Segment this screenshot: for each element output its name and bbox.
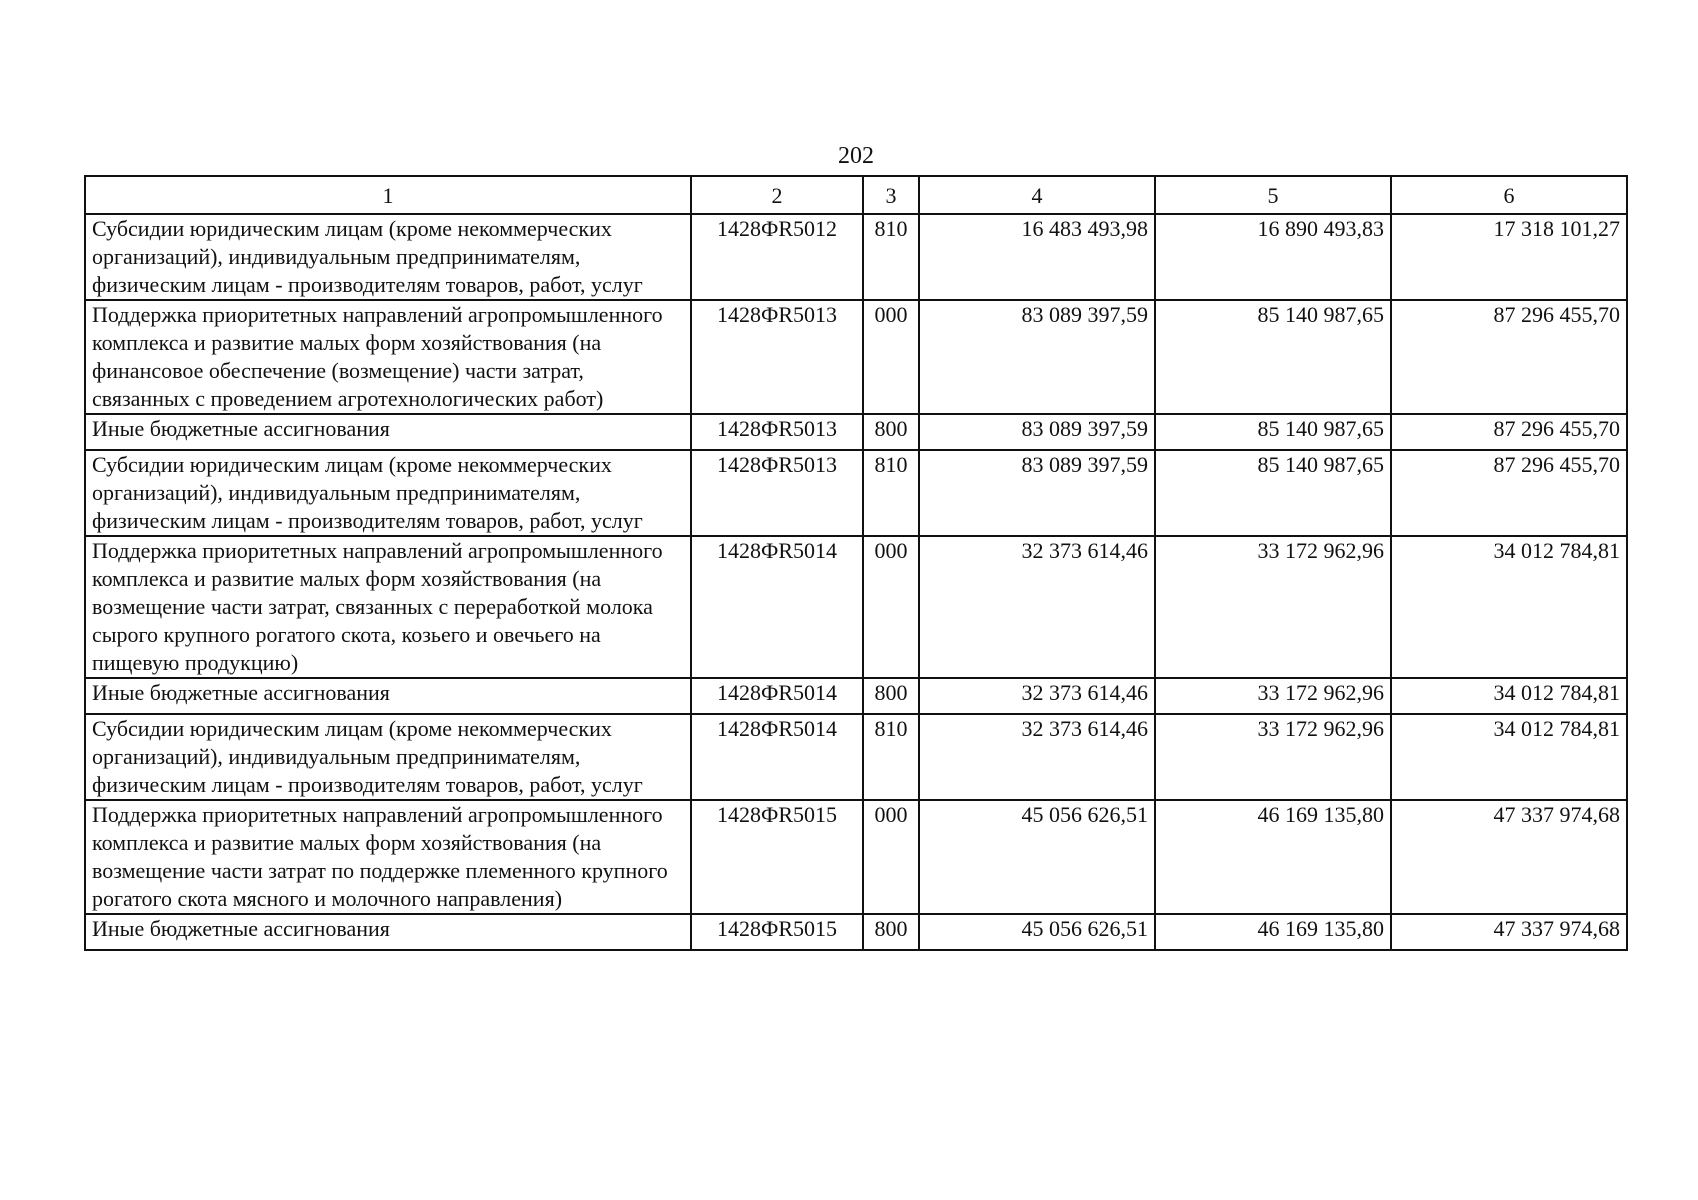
budget-table: [84, 175, 1628, 951]
row-name: Иные бюджетные ассигнования: [85, 414, 691, 450]
row-expense-type: 800: [863, 414, 919, 450]
header-col-1: 1: [85, 176, 691, 214]
table-row: [85, 450, 1627, 536]
row-name: Субсидии юридическим лицам (кроме некоммерческих организаций), индивидуальным предпринимателям, физическим лицам - производителям товаров, работ, услуг: [85, 714, 691, 800]
row-value-4: 32 373 614,46: [919, 714, 1155, 800]
row-expense-type: 800: [863, 914, 919, 950]
row-name: Поддержка приоритетных направлений агропромышленного комплекса и развитие малых форм хозяйствования (на возмещение части затрат по поддержке племенного крупного рогатого скота мясного и молочного направления): [85, 800, 691, 914]
page-number: 202: [838, 143, 874, 169]
row-value-4: 32 373 614,46: [919, 536, 1155, 678]
row-value-6: 87 296 455,70: [1391, 450, 1627, 536]
row-expense-type: 810: [863, 714, 919, 800]
row-code: 1428ФR5014: [691, 714, 863, 800]
header-col-2: 2: [691, 176, 863, 214]
row-name: Поддержка приоритетных направлений агропромышленного комплекса и развитие малых форм хозяйствования (на возмещение части затрат, связанных с переработкой молока сырого крупного рогатого скота, козьего и овечьего на пищевую продукцию): [85, 536, 691, 678]
row-value-6: 47 337 974,68: [1391, 914, 1627, 950]
row-code: 1428ФR5013: [691, 300, 863, 414]
row-code: 1428ФR5015: [691, 914, 863, 950]
row-value-5: 85 140 987,65: [1155, 450, 1391, 536]
row-value-5: 46 169 135,80: [1155, 800, 1391, 914]
table-row: [85, 914, 1627, 950]
row-value-6: 87 296 455,70: [1391, 300, 1627, 414]
row-expense-type: 800: [863, 678, 919, 714]
table-header-row: [85, 176, 1627, 214]
table-row: [85, 214, 1627, 300]
row-name: Поддержка приоритетных направлений агропромышленного комплекса и развитие малых форм хозяйствования (на финансовое обеспечение (возмещение) части затрат, связанных с проведением агротехнологических работ): [85, 300, 691, 414]
row-value-6: 34 012 784,81: [1391, 714, 1627, 800]
row-code: 1428ФR5012: [691, 214, 863, 300]
row-name: Иные бюджетные ассигнования: [85, 914, 691, 950]
row-value-5: 46 169 135,80: [1155, 914, 1391, 950]
row-value-6: 34 012 784,81: [1391, 678, 1627, 714]
table-row: [85, 300, 1627, 414]
row-value-5: 33 172 962,96: [1155, 678, 1391, 714]
header-col-6: 6: [1391, 176, 1627, 214]
row-value-6: 34 012 784,81: [1391, 536, 1627, 678]
row-value-5: 85 140 987,65: [1155, 300, 1391, 414]
row-expense-type: 810: [863, 214, 919, 300]
row-code: 1428ФR5013: [691, 414, 863, 450]
row-name: Субсидии юридическим лицам (кроме некоммерческих организаций), индивидуальным предпринимателям, физическим лицам - производителям товаров, работ, услуг: [85, 450, 691, 536]
row-code: 1428ФR5014: [691, 536, 863, 678]
row-value-4: 16 483 493,98: [919, 214, 1155, 300]
row-code: 1428ФR5015: [691, 800, 863, 914]
row-value-4: 32 373 614,46: [919, 678, 1155, 714]
row-value-5: 85 140 987,65: [1155, 414, 1391, 450]
header-col-3: 3: [863, 176, 919, 214]
table-row: [85, 800, 1627, 914]
row-value-6: 17 318 101,27: [1391, 214, 1627, 300]
row-value-4: 45 056 626,51: [919, 914, 1155, 950]
row-value-4: 83 089 397,59: [919, 300, 1155, 414]
table-row: [85, 678, 1627, 714]
header-col-4: 4: [919, 176, 1155, 214]
row-value-4: 83 089 397,59: [919, 450, 1155, 536]
row-value-6: 87 296 455,70: [1391, 414, 1627, 450]
row-name: Субсидии юридическим лицам (кроме некоммерческих организаций), индивидуальным предпринимателям, физическим лицам - производителям товаров, работ, услуг: [85, 214, 691, 300]
row-value-5: 33 172 962,96: [1155, 714, 1391, 800]
row-code: 1428ФR5014: [691, 678, 863, 714]
row-expense-type: 000: [863, 800, 919, 914]
table-row: [85, 414, 1627, 450]
row-code: 1428ФR5013: [691, 450, 863, 536]
row-value-6: 47 337 974,68: [1391, 800, 1627, 914]
table-row: [85, 536, 1627, 678]
row-expense-type: 000: [863, 300, 919, 414]
row-expense-type: 000: [863, 536, 919, 678]
row-value-5: 33 172 962,96: [1155, 536, 1391, 678]
row-name: Иные бюджетные ассигнования: [85, 678, 691, 714]
row-value-4: 45 056 626,51: [919, 800, 1155, 914]
row-value-4: 83 089 397,59: [919, 414, 1155, 450]
row-expense-type: 810: [863, 450, 919, 536]
table-row: [85, 714, 1627, 800]
row-value-5: 16 890 493,83: [1155, 214, 1391, 300]
header-col-5: 5: [1155, 176, 1391, 214]
